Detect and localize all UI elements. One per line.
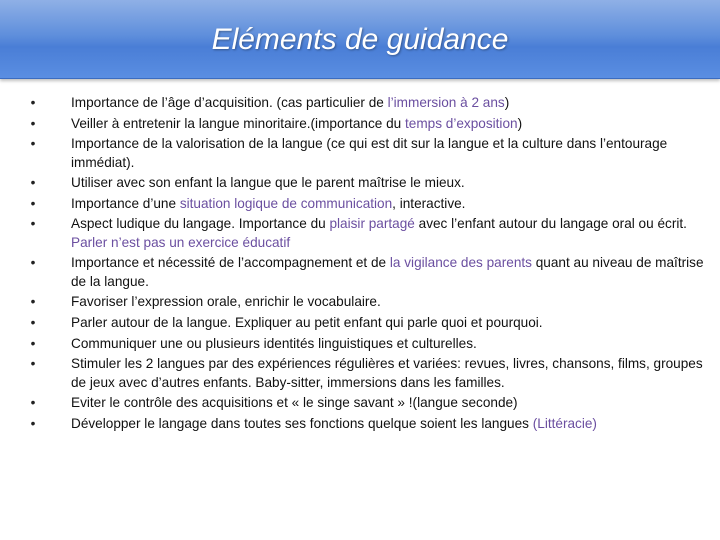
bullet-text: ) bbox=[517, 115, 523, 131]
bullet-text: Importance de l’âge d’acquisition. (cas particulier de bbox=[71, 95, 388, 110]
highlighted-text: temps d’exposition bbox=[404, 115, 518, 131]
bullet-dot-icon: • bbox=[30, 356, 36, 372]
highlighted-text: situation logique de communication bbox=[179, 195, 393, 211]
highlighted-text: Parler n’est pas un exercice éducatif bbox=[71, 234, 291, 250]
slide-title: Eléments de guidance bbox=[211, 23, 509, 56]
highlighted-text: plaisir partagé bbox=[329, 216, 415, 232]
bullet-text: Communiquer une ou plusieurs identités linguistiques et culturelles. bbox=[71, 335, 477, 351]
bullet-text: Importance de la valorisation de la langue (ce qui est dit sur la langue et la culture dans l’entourage immédiat). bbox=[71, 136, 668, 170]
bullet-text: Développer le langage dans toutes ses fonctions quelque soient les langues bbox=[71, 415, 533, 431]
bullet-text: Importance d’une bbox=[71, 195, 180, 211]
bullet-dot-icon: • bbox=[30, 175, 36, 191]
bullet-dot-icon: • bbox=[30, 335, 36, 351]
bullet-item bbox=[28, 394, 708, 412]
bullet-text: , interactive. bbox=[392, 195, 466, 211]
bullet-dot-icon: • bbox=[30, 195, 36, 211]
bullet-item bbox=[28, 174, 708, 192]
bullet-text: quant au niveau de maîtrise de la langue. bbox=[71, 255, 704, 289]
bullet-item bbox=[28, 195, 708, 213]
bullet-item bbox=[28, 135, 708, 172]
bullet-dot-icon: • bbox=[30, 415, 36, 431]
bullet-text: avec l’enfant autour du langage oral ou écrit. bbox=[414, 216, 687, 232]
bullet-item bbox=[28, 335, 708, 353]
bullet-item bbox=[28, 254, 708, 291]
bullet-item bbox=[28, 355, 708, 392]
bullet-text: ) bbox=[504, 95, 510, 110]
bullet-text: Stimuler les 2 langues par des expériences régulières et variées: revues, livres, chansons, films, groupes de jeux avec d’autres enfants. Baby-sitter, immersions dans les familles. bbox=[71, 356, 703, 390]
highlighted-text: la vigilance des parents bbox=[389, 255, 532, 271]
bullet-text: Eviter le contrôle des acquisitions et « le singe savant » !(langue seconde) bbox=[71, 395, 518, 411]
bullet-item bbox=[28, 115, 708, 133]
bullet-item bbox=[28, 94, 708, 112]
bullet-item bbox=[28, 215, 708, 252]
bullet-dot-icon: • bbox=[30, 314, 36, 330]
bullet-item bbox=[28, 314, 708, 332]
bullet-item bbox=[28, 293, 708, 311]
bullet-text: Aspect ludique du langage. Importance du bbox=[71, 216, 330, 232]
title-bar bbox=[0, 0, 720, 79]
bullet-dot-icon: • bbox=[30, 395, 36, 411]
bullet-dot-icon: • bbox=[30, 115, 36, 131]
bullet-dot-icon: • bbox=[30, 294, 36, 310]
bullet-dot-icon: • bbox=[30, 255, 36, 271]
bullet-dot-icon: • bbox=[30, 216, 36, 232]
bullet-text: Importance et nécessité de l’accompagnement et de bbox=[71, 255, 390, 271]
bullet-list bbox=[28, 94, 708, 435]
highlighted-text: (Littéracie) bbox=[532, 415, 597, 431]
bullet-dot-icon: • bbox=[30, 95, 36, 110]
bullet-text: Veiller à entretenir la langue minoritaire.(importance du bbox=[71, 115, 405, 131]
bullet-text: Parler autour de la langue. Expliquer au petit enfant qui parle quoi et pourquoi. bbox=[71, 314, 543, 330]
bullet-text: Favoriser l’expression orale, enrichir le vocabulaire. bbox=[71, 294, 381, 310]
bullet-item bbox=[28, 415, 708, 433]
bullet-text: Utiliser avec son enfant la langue que le parent maîtrise le mieux. bbox=[71, 175, 465, 191]
bullet-dot-icon: • bbox=[30, 136, 36, 152]
highlighted-text: l’immersion à 2 ans bbox=[387, 95, 505, 110]
